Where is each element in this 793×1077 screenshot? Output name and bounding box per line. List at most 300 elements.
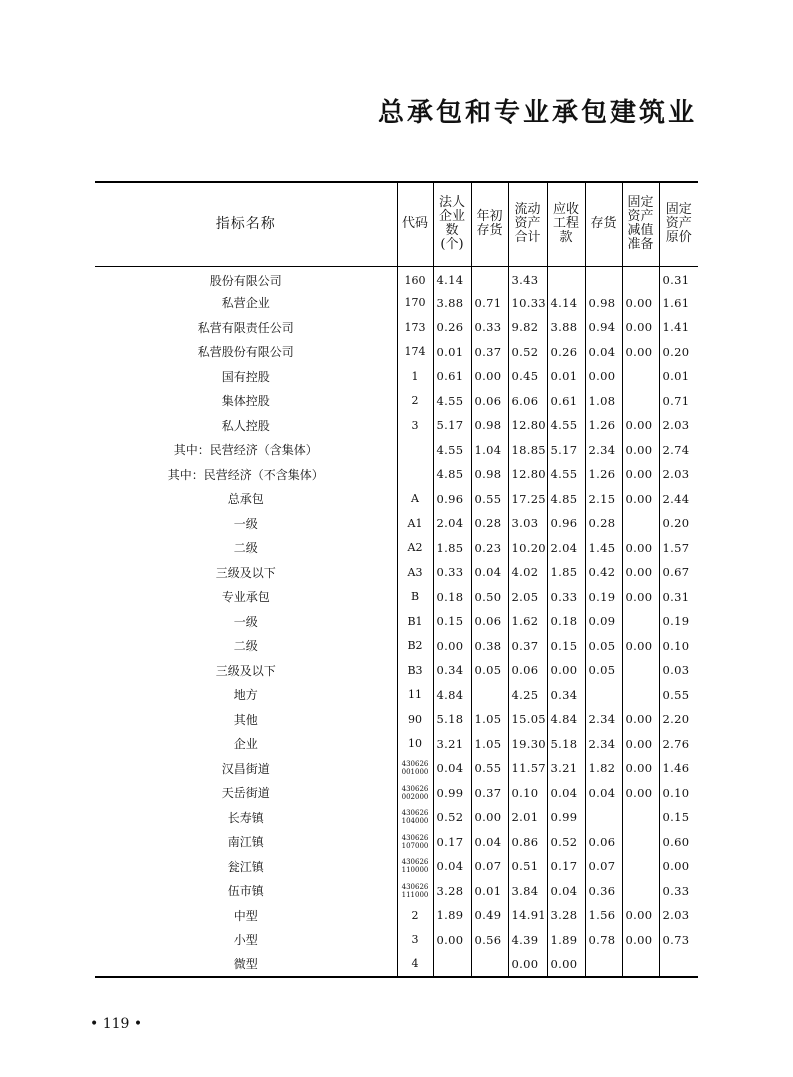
inventory-cell: 0.42: [585, 560, 622, 585]
row-name-cell: 私营企业: [221, 296, 270, 311]
row-name-cell: 微型: [233, 957, 258, 972]
opening-inventory-cell: 0.06: [471, 389, 508, 414]
current-assets-cell: 18.85: [508, 438, 547, 463]
table-row: [95, 413, 698, 438]
table-row: [95, 952, 698, 977]
inventory-cell: 0.36: [585, 879, 622, 904]
fixed-asset-original-cell: 2.20: [659, 707, 698, 732]
legal-entities-cell: 1.89: [433, 903, 471, 928]
inventory-cell: 1.56: [585, 903, 622, 928]
inventory-cell: 0.28: [585, 511, 622, 536]
opening-inventory-cell: [471, 266, 508, 291]
opening-inventory-cell: 0.06: [471, 609, 508, 634]
legal-entities-cell: 1.85: [433, 536, 471, 561]
table-row: [95, 854, 698, 879]
opening-inventory-cell: 0.04: [471, 830, 508, 855]
row-name-cell: 三级及以下: [215, 565, 276, 580]
legal-entities-cell: 0.00: [433, 928, 471, 953]
table-row: [95, 781, 698, 806]
row-code-cell: 2: [397, 389, 433, 414]
inventory-cell: 0.09: [585, 609, 622, 634]
header-code: 代码: [397, 182, 433, 266]
fixed-asset-impairment-cell: 0.00: [622, 707, 659, 732]
opening-inventory-cell: 0.98: [471, 462, 508, 487]
receivables-cell: 4.14: [547, 291, 585, 316]
row-name-cell: 其中：民营经济（不含集体）: [167, 467, 324, 482]
receivables-cell: 3.88: [547, 315, 585, 340]
table-row: [95, 928, 698, 953]
opening-inventory-cell: 0.00: [471, 364, 508, 389]
receivables-cell: 4.85: [547, 487, 585, 512]
legal-entities-cell: 0.99: [433, 781, 471, 806]
current-assets-cell: 19.30: [508, 732, 547, 757]
fixed-asset-impairment-cell: 0.00: [622, 732, 659, 757]
table-row: [95, 389, 698, 414]
row-code-cell: A3: [397, 560, 433, 585]
current-assets-cell: 0.45: [508, 364, 547, 389]
row-name-cell: 小型: [233, 933, 258, 948]
legal-entities-cell: 0.17: [433, 830, 471, 855]
fixed-asset-original-cell: 0.55: [659, 683, 698, 708]
current-assets-cell: 4.39: [508, 928, 547, 953]
fixed-asset-original-cell: 2.44: [659, 487, 698, 512]
fixed-asset-original-cell: 2.03: [659, 903, 698, 928]
opening-inventory-cell: 1.05: [471, 732, 508, 757]
row-name-cell: 私人控股: [221, 418, 270, 433]
table-row: [95, 560, 698, 585]
fixed-asset-impairment-cell: 0.00: [622, 903, 659, 928]
fixed-asset-original-cell: 0.31: [659, 266, 698, 291]
fixed-asset-impairment-cell: [622, 511, 659, 536]
receivables-cell: 3.28: [547, 903, 585, 928]
opening-inventory-cell: 0.04: [471, 560, 508, 585]
inventory-cell: 0.19: [585, 585, 622, 610]
receivables-cell: 0.33: [547, 585, 585, 610]
opening-inventory-cell: 0.37: [471, 781, 508, 806]
row-code-cell: A2: [397, 536, 433, 561]
fixed-asset-original-cell: 0.67: [659, 560, 698, 585]
opening-inventory-cell: 1.05: [471, 707, 508, 732]
fixed-asset-impairment-cell: 0.00: [622, 756, 659, 781]
receivables-cell: 2.04: [547, 536, 585, 561]
row-code-cell: 170: [397, 291, 433, 316]
table-row: [95, 536, 698, 561]
row-code-cell: 430626 002000: [397, 781, 433, 806]
legal-entities-cell: 0.61: [433, 364, 471, 389]
fixed-asset-original-cell: 0.15: [659, 805, 698, 830]
current-assets-cell: 0.10: [508, 781, 547, 806]
fixed-asset-original-cell: 2.03: [659, 462, 698, 487]
current-assets-cell: 0.06: [508, 658, 547, 683]
current-assets-cell: 0.51: [508, 854, 547, 879]
row-name-cell: 天岳街道: [221, 786, 270, 801]
header-indicator-name: 指标名称: [95, 182, 397, 266]
inventory-cell: 0.00: [585, 364, 622, 389]
receivables-cell: 1.85: [547, 560, 585, 585]
legal-entities-cell: 3.88: [433, 291, 471, 316]
receivables-cell: 0.18: [547, 609, 585, 634]
legal-entities-cell: 0.18: [433, 585, 471, 610]
row-code-cell: 10: [397, 732, 433, 757]
opening-inventory-cell: 0.56: [471, 928, 508, 953]
inventory-cell: 0.94: [585, 315, 622, 340]
opening-inventory-cell: 0.55: [471, 487, 508, 512]
header-current-assets: 流动资产合计: [508, 182, 547, 266]
current-assets-cell: 3.03: [508, 511, 547, 536]
inventory-cell: [585, 952, 622, 977]
receivables-cell: 0.04: [547, 781, 585, 806]
table-row: [95, 315, 698, 340]
opening-inventory-cell: 1.04: [471, 438, 508, 463]
receivables-cell: 0.04: [547, 879, 585, 904]
legal-entities-cell: 4.55: [433, 438, 471, 463]
row-name-cell: 瓮江镇: [227, 859, 264, 874]
row-code-cell: 430626 107000: [397, 830, 433, 855]
table-row: [95, 291, 698, 316]
fixed-asset-impairment-cell: [622, 364, 659, 389]
row-name-cell: 国有控股: [221, 369, 270, 384]
receivables-cell: 0.15: [547, 634, 585, 659]
fixed-asset-impairment-cell: 0.00: [622, 560, 659, 585]
receivables-cell: 0.34: [547, 683, 585, 708]
legal-entities-cell: 3.28: [433, 879, 471, 904]
fixed-asset-impairment-cell: 0.00: [622, 781, 659, 806]
row-name-cell: 企业: [233, 737, 258, 752]
fixed-asset-original-cell: 0.31: [659, 585, 698, 610]
fixed-asset-impairment-cell: [622, 854, 659, 879]
table-row: [95, 830, 698, 855]
current-assets-cell: 2.05: [508, 585, 547, 610]
receivables-cell: 0.00: [547, 658, 585, 683]
header-receivables: 应收工程款: [547, 182, 585, 266]
row-code-cell: [397, 438, 433, 463]
fixed-asset-impairment-cell: 0.00: [622, 340, 659, 365]
receivables-cell: 0.01: [547, 364, 585, 389]
legal-entities-cell: 5.18: [433, 707, 471, 732]
row-code-cell: B1: [397, 609, 433, 634]
row-code-cell: B3: [397, 658, 433, 683]
row-code-cell: 173: [397, 315, 433, 340]
table-row: [95, 683, 698, 708]
inventory-cell: 0.05: [585, 634, 622, 659]
receivables-cell: 0.96: [547, 511, 585, 536]
legal-entities-cell: 0.96: [433, 487, 471, 512]
fixed-asset-impairment-cell: [622, 879, 659, 904]
table-row: [95, 756, 698, 781]
table-row: [95, 585, 698, 610]
inventory-cell: 2.34: [585, 707, 622, 732]
inventory-cell: 1.82: [585, 756, 622, 781]
opening-inventory-cell: 0.33: [471, 315, 508, 340]
legal-entities-cell: 0.01: [433, 340, 471, 365]
header-legal-entities: 法人企业数(个): [433, 182, 471, 266]
page-number: • 119 •: [90, 1016, 143, 1032]
fixed-asset-impairment-cell: [622, 609, 659, 634]
fixed-asset-impairment-cell: 0.00: [622, 291, 659, 316]
fixed-asset-impairment-cell: 0.00: [622, 315, 659, 340]
row-code-cell: [397, 462, 433, 487]
opening-inventory-cell: 0.05: [471, 658, 508, 683]
fixed-asset-impairment-cell: 0.00: [622, 928, 659, 953]
inventory-cell: 0.06: [585, 830, 622, 855]
opening-inventory-cell: 0.55: [471, 756, 508, 781]
table-row: [95, 805, 698, 830]
fixed-asset-original-cell: 0.20: [659, 511, 698, 536]
legal-entities-cell: 4.55: [433, 389, 471, 414]
inventory-cell: 0.98: [585, 291, 622, 316]
receivables-cell: 4.84: [547, 707, 585, 732]
row-code-cell: 4: [397, 952, 433, 977]
inventory-cell: 0.04: [585, 781, 622, 806]
current-assets-cell: 0.37: [508, 634, 547, 659]
fixed-asset-impairment-cell: 0.00: [622, 487, 659, 512]
receivables-cell: 1.89: [547, 928, 585, 953]
inventory-cell: 1.26: [585, 462, 622, 487]
fixed-asset-original-cell: 2.76: [659, 732, 698, 757]
row-name-cell: 股份有限公司: [209, 273, 282, 288]
legal-entities-cell: 5.17: [433, 413, 471, 438]
fixed-asset-original-cell: 1.57: [659, 536, 698, 561]
opening-inventory-cell: 0.01: [471, 879, 508, 904]
current-assets-cell: 4.02: [508, 560, 547, 585]
table-row: [95, 707, 698, 732]
fixed-asset-original-cell: 0.60: [659, 830, 698, 855]
legal-entities-cell: 0.04: [433, 854, 471, 879]
opening-inventory-cell: 0.98: [471, 413, 508, 438]
row-code-cell: 160: [397, 266, 433, 291]
row-name-cell: 地方: [233, 688, 258, 703]
current-assets-cell: 0.52: [508, 340, 547, 365]
receivables-cell: 0.26: [547, 340, 585, 365]
table-row: [95, 634, 698, 659]
table-row: [95, 879, 698, 904]
fixed-asset-impairment-cell: 0.00: [622, 438, 659, 463]
current-assets-cell: 2.01: [508, 805, 547, 830]
row-name-cell: 私营有限责任公司: [197, 320, 294, 335]
legal-entities-cell: 2.04: [433, 511, 471, 536]
fixed-asset-impairment-cell: [622, 658, 659, 683]
row-name-cell: 一级: [233, 614, 258, 629]
legal-entities-cell: 4.85: [433, 462, 471, 487]
row-name-cell: 二级: [233, 639, 258, 654]
header-fixed-asset-impairment: 固定资产减值准备: [622, 182, 659, 266]
row-name-cell: 汉昌街道: [221, 761, 270, 776]
current-assets-cell: 4.25: [508, 683, 547, 708]
table-row: [95, 266, 698, 291]
current-assets-cell: 1.62: [508, 609, 547, 634]
inventory-cell: [585, 266, 622, 291]
opening-inventory-cell: 0.37: [471, 340, 508, 365]
legal-entities-cell: 0.33: [433, 560, 471, 585]
row-name-cell: 总承包: [227, 492, 264, 507]
row-name-cell: 集体控股: [221, 394, 270, 409]
opening-inventory-cell: 0.00: [471, 805, 508, 830]
inventory-cell: 2.34: [585, 732, 622, 757]
fixed-asset-original-cell: 0.33: [659, 879, 698, 904]
inventory-cell: 0.07: [585, 854, 622, 879]
row-name-cell: 其中：民营经济（含集体）: [173, 443, 318, 458]
fixed-asset-impairment-cell: 0.00: [622, 413, 659, 438]
fixed-asset-original-cell: 0.73: [659, 928, 698, 953]
opening-inventory-cell: [471, 952, 508, 977]
fixed-asset-impairment-cell: 0.00: [622, 536, 659, 561]
opening-inventory-cell: 0.49: [471, 903, 508, 928]
legal-entities-cell: 4.14: [433, 266, 471, 291]
row-name-cell: 伍市镇: [227, 884, 264, 899]
legal-entities-cell: 0.26: [433, 315, 471, 340]
table-row: [95, 364, 698, 389]
current-assets-cell: 6.06: [508, 389, 547, 414]
statistics-table: [95, 181, 698, 978]
row-code-cell: 90: [397, 707, 433, 732]
current-assets-cell: 0.00: [508, 952, 547, 977]
opening-inventory-cell: 0.07: [471, 854, 508, 879]
row-code-cell: 430626 104000: [397, 805, 433, 830]
header-inventory: 存货: [585, 182, 622, 266]
current-assets-cell: 10.33: [508, 291, 547, 316]
inventory-cell: 1.45: [585, 536, 622, 561]
row-name-cell: 三级及以下: [215, 663, 276, 678]
fixed-asset-impairment-cell: [622, 389, 659, 414]
fixed-asset-original-cell: 2.74: [659, 438, 698, 463]
legal-entities-cell: 0.15: [433, 609, 471, 634]
fixed-asset-impairment-cell: 0.00: [622, 462, 659, 487]
header-opening-inventory: 年初存货: [471, 182, 508, 266]
current-assets-cell: 15.05: [508, 707, 547, 732]
current-assets-cell: 3.43: [508, 266, 547, 291]
fixed-asset-original-cell: 0.10: [659, 634, 698, 659]
legal-entities-cell: 0.04: [433, 756, 471, 781]
fixed-asset-original-cell: 1.46: [659, 756, 698, 781]
receivables-cell: [547, 266, 585, 291]
fixed-asset-original-cell: [659, 952, 698, 977]
inventory-cell: 1.26: [585, 413, 622, 438]
current-assets-cell: 12.80: [508, 462, 547, 487]
receivables-cell: 3.21: [547, 756, 585, 781]
table-row: [95, 732, 698, 757]
legal-entities-cell: 0.52: [433, 805, 471, 830]
legal-entities-cell: 0.00: [433, 634, 471, 659]
current-assets-cell: 9.82: [508, 315, 547, 340]
receivables-cell: 4.55: [547, 413, 585, 438]
legal-entities-cell: 0.34: [433, 658, 471, 683]
current-assets-cell: 17.25: [508, 487, 547, 512]
fixed-asset-impairment-cell: 0.00: [622, 585, 659, 610]
inventory-cell: [585, 805, 622, 830]
row-name-cell: 二级: [233, 541, 258, 556]
row-name-cell: 一级: [233, 516, 258, 531]
receivables-cell: 4.55: [547, 462, 585, 487]
opening-inventory-cell: 0.50: [471, 585, 508, 610]
receivables-cell: 5.17: [547, 438, 585, 463]
fixed-asset-original-cell: 1.61: [659, 291, 698, 316]
table-row: [95, 658, 698, 683]
fixed-asset-original-cell: 0.19: [659, 609, 698, 634]
legal-entities-cell: [433, 952, 471, 977]
fixed-asset-impairment-cell: [622, 266, 659, 291]
row-code-cell: B2: [397, 634, 433, 659]
inventory-cell: [585, 683, 622, 708]
row-code-cell: 430626 001000: [397, 756, 433, 781]
fixed-asset-impairment-cell: [622, 952, 659, 977]
fixed-asset-impairment-cell: [622, 830, 659, 855]
row-code-cell: A: [397, 487, 433, 512]
inventory-cell: 2.15: [585, 487, 622, 512]
row-code-cell: 2: [397, 903, 433, 928]
row-code-cell: 430626 110000: [397, 854, 433, 879]
legal-entities-cell: 4.84: [433, 683, 471, 708]
receivables-cell: 0.00: [547, 952, 585, 977]
fixed-asset-impairment-cell: [622, 683, 659, 708]
row-name-cell: 长寿镇: [227, 810, 264, 825]
fixed-asset-original-cell: 0.20: [659, 340, 698, 365]
row-code-cell: 3: [397, 413, 433, 438]
table-row: [95, 609, 698, 634]
table-row: [95, 438, 698, 463]
row-code-cell: 174: [397, 340, 433, 365]
opening-inventory-cell: 0.23: [471, 536, 508, 561]
opening-inventory-cell: [471, 683, 508, 708]
table-row: [95, 487, 698, 512]
row-name-cell: 南江镇: [227, 835, 264, 850]
table-row: [95, 903, 698, 928]
fixed-asset-impairment-cell: 0.00: [622, 634, 659, 659]
row-name-cell: 私营股份有限公司: [197, 345, 294, 360]
inventory-cell: 0.78: [585, 928, 622, 953]
fixed-asset-impairment-cell: [622, 805, 659, 830]
fixed-asset-original-cell: 0.01: [659, 364, 698, 389]
row-code-cell: A1: [397, 511, 433, 536]
inventory-cell: 2.34: [585, 438, 622, 463]
fixed-asset-original-cell: 0.10: [659, 781, 698, 806]
row-name-cell: 其他: [233, 712, 258, 727]
current-assets-cell: 12.80: [508, 413, 547, 438]
row-name-cell: 专业承包: [221, 590, 270, 605]
fixed-asset-original-cell: 0.00: [659, 854, 698, 879]
fixed-asset-original-cell: 0.03: [659, 658, 698, 683]
current-assets-cell: 0.86: [508, 830, 547, 855]
current-assets-cell: 10.20: [508, 536, 547, 561]
header-fixed-asset-original: 固定资产原价: [659, 182, 698, 266]
receivables-cell: 0.61: [547, 389, 585, 414]
table-row: [95, 340, 698, 365]
table-row: [95, 462, 698, 487]
table-row: [95, 511, 698, 536]
receivables-cell: 0.99: [547, 805, 585, 830]
row-code-cell: 3: [397, 928, 433, 953]
inventory-cell: 0.05: [585, 658, 622, 683]
receivables-cell: 5.18: [547, 732, 585, 757]
fixed-asset-original-cell: 2.03: [659, 413, 698, 438]
current-assets-cell: 14.91: [508, 903, 547, 928]
current-assets-cell: 3.84: [508, 879, 547, 904]
opening-inventory-cell: 0.71: [471, 291, 508, 316]
inventory-cell: 0.04: [585, 340, 622, 365]
row-code-cell: 430626 111000: [397, 879, 433, 904]
receivables-cell: 0.17: [547, 854, 585, 879]
opening-inventory-cell: 0.28: [471, 511, 508, 536]
row-code-cell: B: [397, 585, 433, 610]
row-code-cell: 1: [397, 364, 433, 389]
fixed-asset-original-cell: 0.71: [659, 389, 698, 414]
page-title: 总承包和专业承包建筑业: [377, 98, 697, 128]
table-header-row: [95, 182, 698, 266]
row-code-cell: 11: [397, 683, 433, 708]
receivables-cell: 0.52: [547, 830, 585, 855]
fixed-asset-original-cell: 1.41: [659, 315, 698, 340]
inventory-cell: 1.08: [585, 389, 622, 414]
current-assets-cell: 11.57: [508, 756, 547, 781]
